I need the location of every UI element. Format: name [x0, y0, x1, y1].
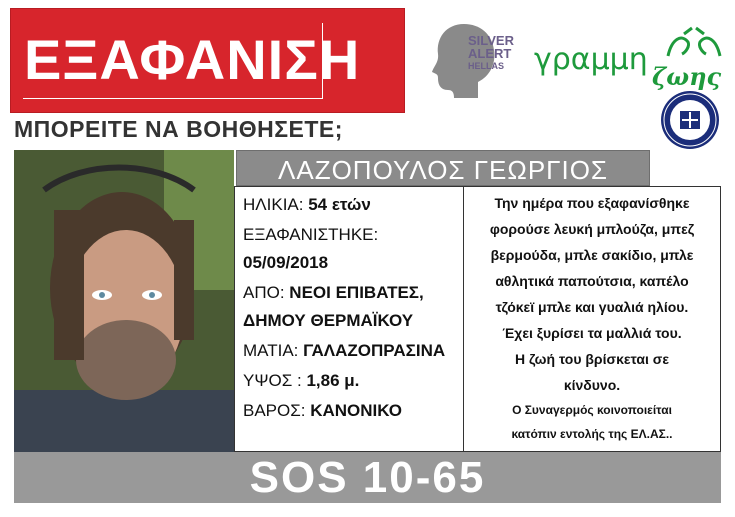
banner-title: ΕΞΑΦΑΝΙΣΗ — [24, 28, 361, 91]
description-line: Την ημέρα που εξαφανίσθηκε — [494, 195, 690, 211]
grammi-zois-logo — [534, 26, 729, 96]
age-label: ΗΛΙΚΙΑ: — [243, 195, 304, 214]
hellas-line: HELLAS — [468, 61, 504, 71]
description-line: φορούσε λευκή μπλούζα, μπεζ — [489, 221, 695, 237]
eyes-value: ΓΑΛΑΖΟΠΡΑΣΙΝΑ — [303, 341, 446, 360]
missing-date: 05/09/2018 — [243, 253, 329, 272]
silver-line: SILVER — [468, 33, 514, 48]
height-value: 1,86 μ. — [306, 371, 360, 390]
zois-script: ζωης — [652, 62, 722, 91]
weight-label: ΒΑΡΟΣ: — [243, 401, 306, 420]
person-name: ΛΑΖΟΠΟΥΛΟΣ ΓΕΩΡΓΙΟΣ — [277, 155, 608, 185]
alert-line: ALERT — [468, 46, 512, 61]
info-box — [234, 186, 464, 452]
grammi-text: γραμμη — [534, 42, 648, 77]
description-line: τζόκεϊ μπλε και γυαλιά ηλίου. — [495, 299, 689, 315]
hands-icon — [662, 26, 726, 66]
weight-row — [243, 401, 402, 421]
sos-hotline-bar — [14, 452, 721, 503]
description-line: Η ζωή του βρίσκεται σε — [515, 351, 669, 367]
from-value-1: ΝΕΟΙ ΕΠΙΒΑΤΕΣ, — [289, 283, 424, 302]
from-row — [243, 283, 424, 303]
person-photo — [14, 150, 234, 452]
missing-label: ΕΞΑΦΑΝΙΣΤΗΚΕ: — [243, 225, 379, 244]
height-label: ΥΨΟΣ : — [243, 371, 302, 390]
description-line: κίνδυνο. — [563, 377, 621, 393]
alert-note-2: κατόπιν εντολής της ΕΛ.ΑΣ.. — [511, 427, 673, 441]
from-value-2: ΔΗΜΟΥ ΘΕΡΜΑΪΚΟΥ — [243, 311, 414, 330]
description-line: Έχει ξυρίσει τα μαλλιά του. — [502, 325, 682, 341]
banner-subtitle: ΜΠΟΡΕΙΤΕ ΝΑ ΒΟΗΘΗΣΕΤΕ; — [14, 116, 343, 142]
age-row — [243, 195, 371, 215]
portrait-image — [14, 150, 234, 452]
description-line: βερμούδα, μπλε σακίδιο, μπλε — [490, 247, 694, 263]
name-bar — [236, 150, 650, 186]
description-box — [463, 186, 721, 452]
eyes-row — [243, 341, 445, 361]
hellenic-police-emblem-icon — [660, 90, 720, 150]
description-line: αθλητικά παπούτσια, καπέλο — [495, 273, 689, 289]
silver-alert-text — [468, 34, 514, 73]
sos-hotline-number: SOS 10-65 — [249, 453, 486, 502]
height-row — [243, 371, 359, 391]
age-value: 54 ετών — [308, 195, 371, 214]
silver-alert-logo — [428, 20, 526, 100]
from-label: ΑΠΟ: — [243, 283, 285, 302]
weight-value: ΚΑΝΟΝΙΚΟ — [310, 401, 402, 420]
alert-note-1: Ο Συναγερμός κοινοποιείται — [512, 403, 672, 417]
eyes-label: ΜΑΤΙΑ: — [243, 341, 299, 360]
